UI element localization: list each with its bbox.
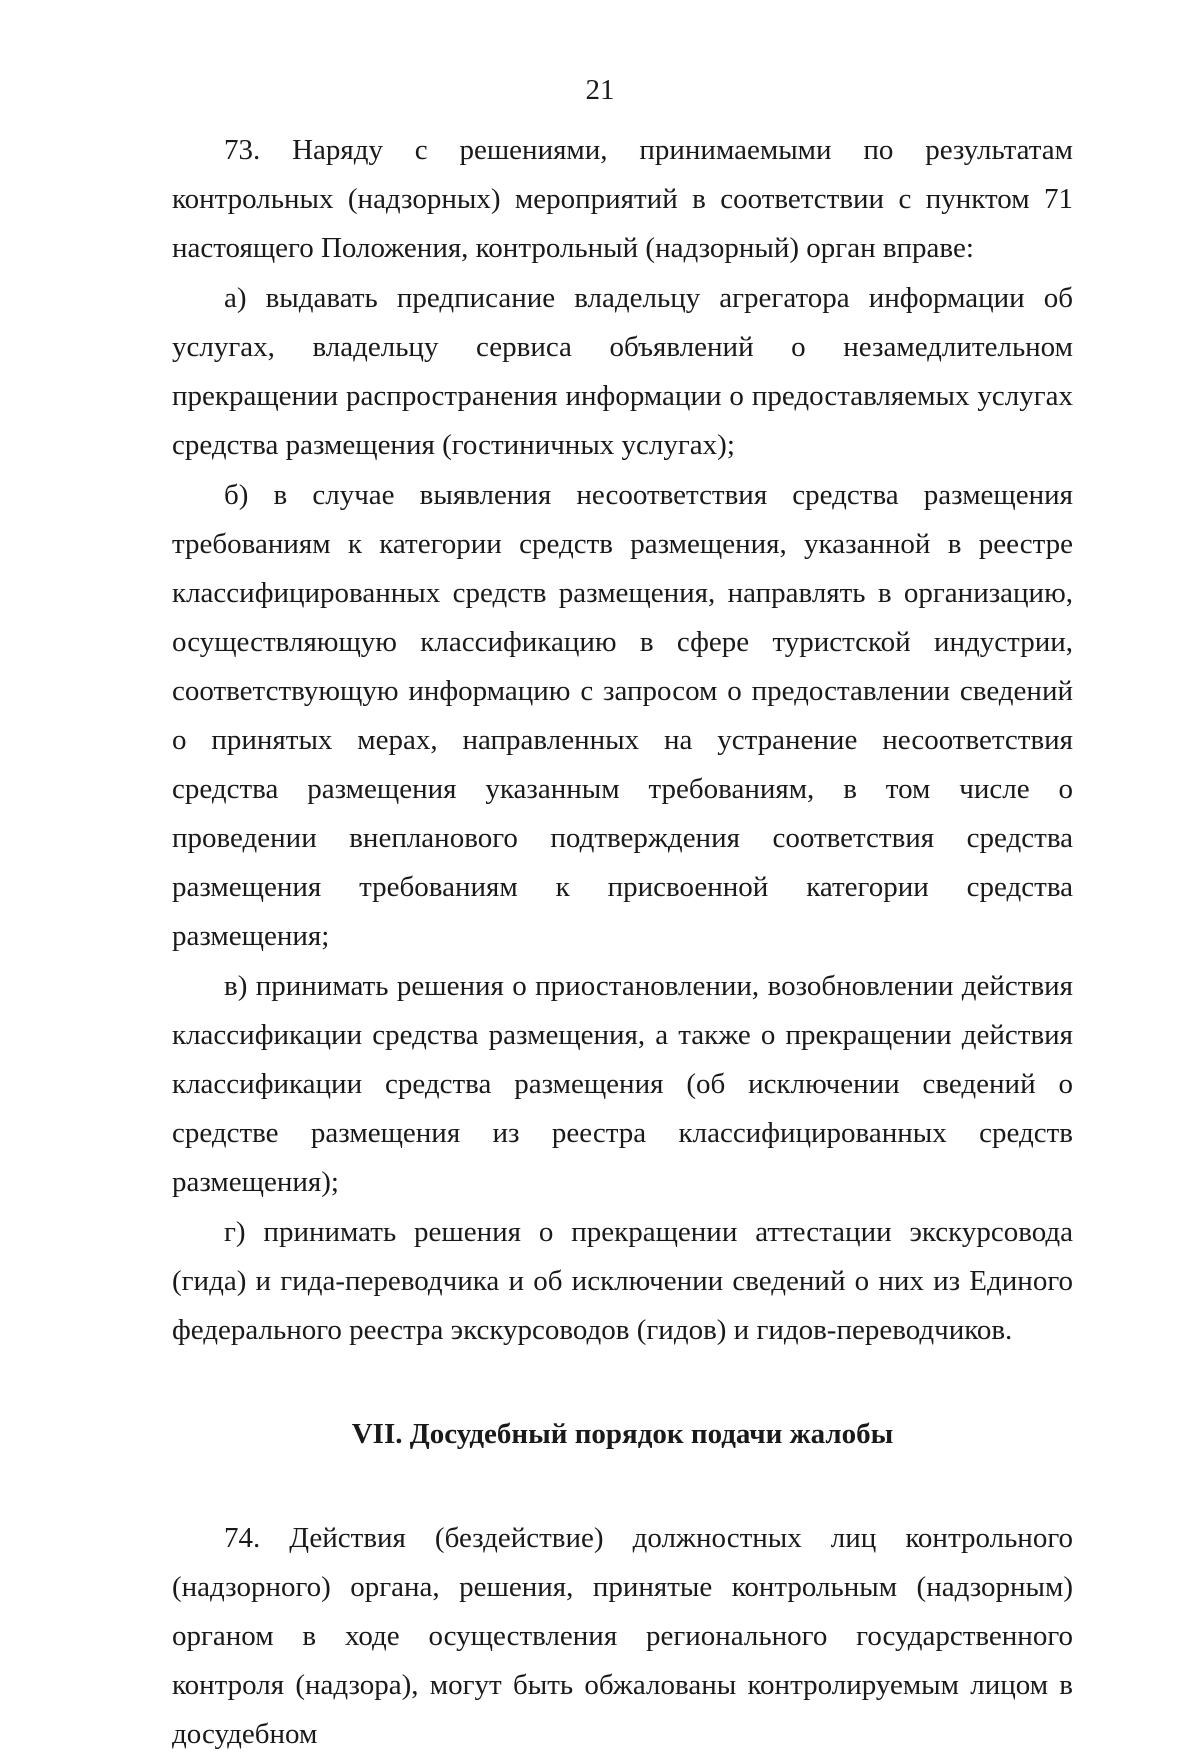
- clause-74: 74. Действия (бездействие) должностных лиц контрольного (надзорного) органа, решения, принятые контрольным (надзорным) органом в ходе осуществления регионального государственного контроля (надзора), могут быть обжалованы контролируемым лицом в досудебном: [172, 1522, 1073, 1750]
- page-number: 21: [585, 74, 615, 106]
- clause-73-item-g: г) принимать решения о прекращении аттестации экскурсовода (гида) и гида-переводчика и об исключении сведений о них из Единого федерального реестра экскурсоводов (гидов) и гидов-переводчиков.: [172, 1216, 1073, 1346]
- clause-73-item-v: в) принимать решения о приостановлении, возобновлении действия классификации средства размещения, а также о прекращении действия классификации средства размещения (об исключении сведений о средстве размещения из реестра классифицированных средств размещения);: [172, 970, 1073, 1198]
- document-body: [172, 126, 1073, 1760]
- section-heading: VII. Досудебный порядок подачи жалобы: [351, 1418, 894, 1450]
- clause-73-item-a: а) выдавать предписание владельцу агрегатора информации об услугах, владельцу сервиса объявлений о незамедлительном прекращении распространения информации о предоставляемых услугах средства размещения (гостиничных услугах);: [172, 282, 1073, 461]
- clause-73-item-b: б) в случае выявления несоответствия средства размещения требованиям к категории средств размещения, указанной в реестре классифицированных средств размещения, направлять в организацию, осуществляющую классификацию в сфере туристской индустрии, соответствующую информацию с запросом о предоставлении сведений о принятых мерах, направленных на устранение несоответствия средства размещения указанным требованиям, в том числе о проведении внепланового подтверждения соответствия средства размещения требованиям к присвоенной категории средства размещения;: [172, 479, 1073, 952]
- clause-73-intro: 73. Наряду с решениями, принимаемыми по результатам контрольных (надзорных) мероприятий в соответствии с пунктом 71 настоящего Положения, контрольный (надзорный) орган вправе:: [172, 134, 1073, 264]
